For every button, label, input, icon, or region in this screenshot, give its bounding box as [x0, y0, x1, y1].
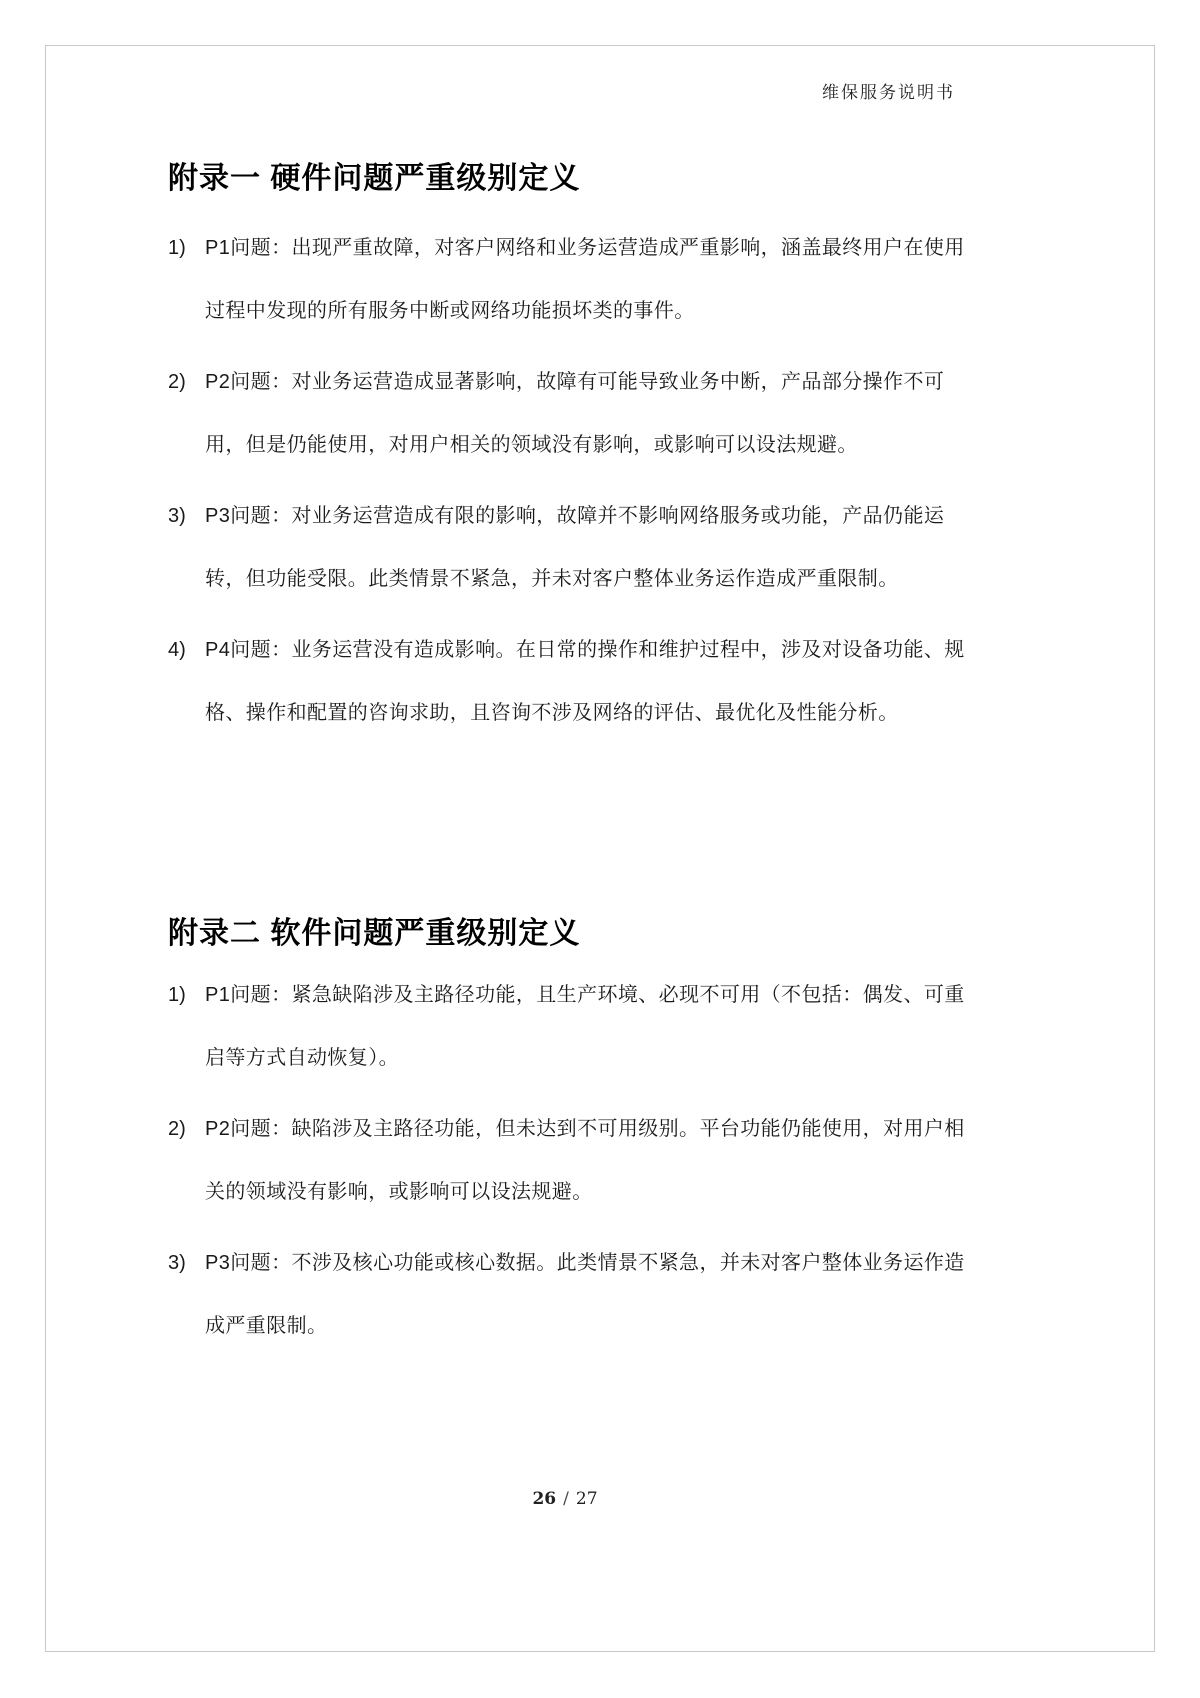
item-number: 1)	[168, 984, 186, 1006]
item-line: 格、操作和配置的咨询求助，且咨询不涉及网络的评估、最优化及性能分析。	[205, 702, 899, 724]
page-number-separator: /	[563, 1489, 569, 1509]
appendix1-title: 附录一 硬件问题严重级别定义	[168, 162, 581, 196]
item-number: 1)	[168, 237, 186, 259]
item-line: P1问题：紧急缺陷涉及主路径功能，且生产环境、必现不可用（不包括：偶发、可重	[205, 984, 965, 1006]
item-line: P3问题：对业务运营造成有限的影响，故障并不影响网络服务或功能，产品仍能运	[205, 505, 945, 527]
item-number: 3)	[168, 1252, 186, 1274]
item-line: 转，但功能受限。此类情景不紧急，并未对客户整体业务运作造成严重限制。	[205, 568, 899, 590]
list-item	[168, 619, 1048, 745]
list-item	[168, 1098, 1048, 1224]
item-line: 过程中发现的所有服务中断或网络功能损坏类的事件。	[205, 300, 695, 322]
list-item	[168, 351, 1048, 477]
item-line: P3问题：不涉及核心功能或核心数据。此类情景不紧急，并未对客户整体业务运作造	[205, 1252, 965, 1274]
item-line: 关的领域没有影响，或影响可以设法规避。	[205, 1181, 593, 1203]
item-line: P1问题：出现严重故障，对客户网络和业务运营造成严重影响，涵盖最终用户在使用	[205, 237, 965, 259]
appendix1-list	[168, 217, 1048, 753]
item-line: 用，但是仍能使用，对用户相关的领域没有影响，或影响可以设法规避。	[205, 434, 858, 456]
page-number-current: 26	[532, 1489, 557, 1509]
list-item	[168, 217, 1048, 343]
item-number: 2)	[168, 371, 186, 393]
list-item	[168, 964, 1048, 1090]
item-line: P4问题：业务运营没有造成影响。在日常的操作和维护过程中，涉及对设备功能、规	[205, 639, 965, 661]
appendix2-list	[168, 964, 1048, 1366]
appendix2-title: 附录二 软件问题严重级别定义	[168, 917, 581, 951]
page-number-total: 27	[575, 1489, 598, 1509]
list-item	[168, 485, 1048, 611]
item-line: P2问题：缺陷涉及主路径功能，但未达到不可用级别。平台功能仍能使用，对用户相	[205, 1118, 965, 1140]
item-number: 4)	[168, 639, 186, 661]
page-footer	[0, 1489, 1130, 1509]
document-header-title: 维保服务说明书	[822, 83, 955, 103]
item-line: 成严重限制。	[205, 1315, 328, 1337]
item-line: P2问题：对业务运营造成显著影响，故障有可能导致业务中断，产品部分操作不可	[205, 371, 945, 393]
item-number: 2)	[168, 1118, 186, 1140]
list-item	[168, 1232, 1048, 1358]
item-line: 启等方式自动恢复）。	[205, 1047, 399, 1069]
item-number: 3)	[168, 505, 186, 527]
